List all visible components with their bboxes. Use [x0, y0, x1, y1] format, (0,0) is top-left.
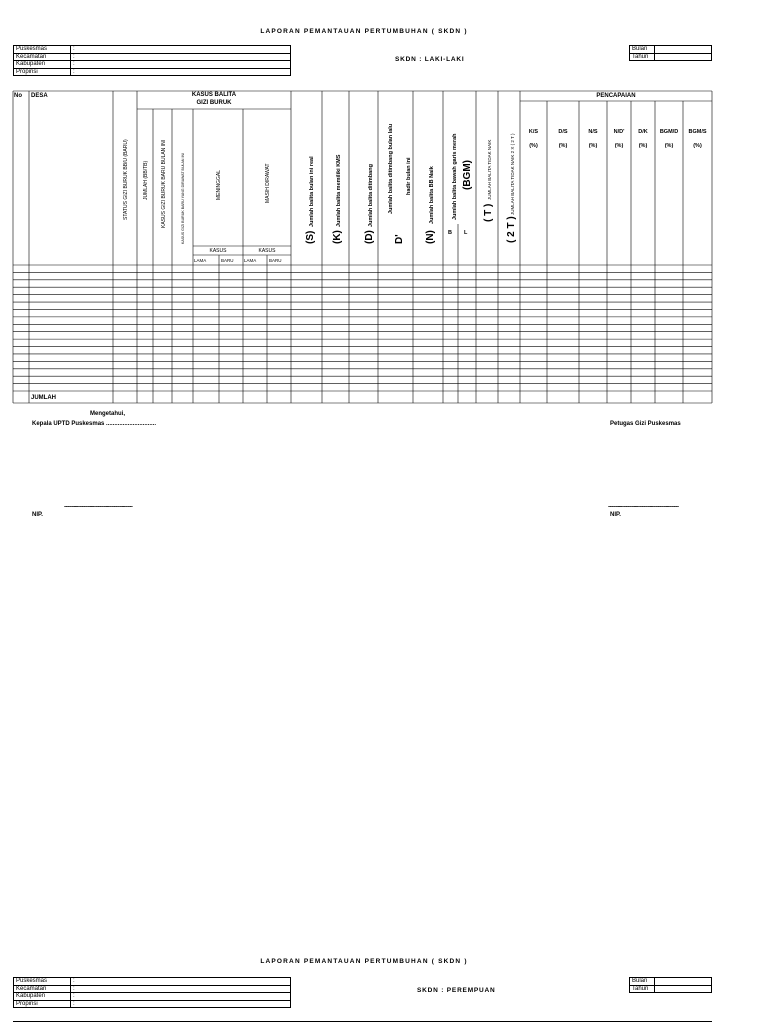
info-label: Kecamatan: [14, 53, 71, 61]
gizi-buruk-label: GIZI BURUK: [196, 100, 232, 106]
petugas-label: Petugas Gizi Puskesmas: [610, 421, 681, 427]
period-value-field[interactable]: [655, 978, 712, 986]
nip-label-left: NIP.: [32, 512, 43, 518]
d-prime-description: hadir bulan ini: [406, 157, 412, 195]
d-description: Jumlah balita ditimbang: [368, 164, 374, 227]
s-symbol: (S): [305, 230, 316, 244]
report-title-2: LAPORAN PEMANTAUAN PERTUMBUHAN ( SKDN ): [260, 958, 468, 965]
d-symbol: (D): [364, 230, 375, 244]
info-value-field[interactable]: [71, 993, 291, 1001]
pencapaian-col-label: BGM/D: [659, 129, 679, 135]
pencapaian-col-label: K/S: [528, 129, 539, 135]
s-description: Jumlah balita bulan ini real: [309, 156, 315, 227]
info-colon: :: [73, 985, 75, 992]
info-label: Kabupaten: [14, 993, 71, 1001]
baru-label: BARU: [269, 258, 282, 263]
d-prime-symbol: D': [394, 234, 405, 244]
pencapaian-col-label: N/D': [613, 129, 625, 135]
pencapaian-unit-label: (%): [558, 143, 568, 149]
pencapaian-unit-label: (%): [638, 143, 648, 149]
info-label: Puskesmas: [14, 978, 71, 986]
pencapaian-unit-label: (%): [693, 143, 702, 149]
period-label: Bulan: [630, 46, 655, 54]
kasus-balita-label: KASUS BALITA: [191, 92, 237, 98]
period-table-2: [629, 977, 712, 993]
report-subtitle: SKDN : LAKI-LAKI: [395, 56, 465, 63]
col-jumlah-bbtb-label: JUMLAH (BB/TB): [143, 160, 149, 200]
d-prime-description: Jumlah balita ditimbang bulan lalu: [388, 123, 394, 214]
signature-dots-right: ..................................................................: [608, 503, 679, 509]
signature-dots-left: ................................................................: [64, 503, 133, 509]
pencapaian-unit-label: (%): [614, 143, 624, 149]
info-colon: :: [73, 68, 75, 75]
col-no-label: No: [14, 93, 22, 99]
col-meninggal-label: MENINGGAL: [216, 169, 222, 200]
col-desa-label: DESA: [31, 93, 48, 99]
t-symbol: ( T ): [483, 203, 494, 222]
baru-label: BARU: [221, 258, 234, 263]
period-label: Tahun: [630, 53, 655, 61]
info-value-field[interactable]: [71, 978, 291, 986]
info-label: Puskesmas: [14, 46, 71, 54]
pencapaian-unit-label: (%): [664, 143, 674, 149]
kasus-label: KASUS: [209, 248, 227, 254]
pencapaian-col-label: D/K: [638, 129, 648, 135]
info-colon: :: [73, 46, 75, 52]
period-label: Bulan: [630, 978, 655, 986]
bgm-description: Jumlah balita bawah garis merah: [452, 133, 458, 220]
col-kasus-baru-label: KASUS GIZI BURUK BARU BULAN INI: [161, 139, 167, 228]
nip-label-right: NIP.: [610, 512, 621, 518]
pencapaian-unit-label: (%): [588, 143, 598, 149]
info-value-field[interactable]: [71, 1000, 291, 1008]
info-colon: :: [73, 1000, 75, 1007]
pencapaian-col-label: BGM/S: [688, 129, 707, 135]
report-title: LAPORAN PEMANTAUAN PERTUMBUHAN ( SKDN ): [260, 28, 468, 35]
t-description: JUMLAH BALITA TIDAK NAIK: [487, 139, 492, 200]
kepala-label: Kepala UPTD Puskesmas ..............................: [32, 421, 157, 427]
bgm-symbol: (BGM): [462, 160, 473, 190]
pencapaian-col-label: N/S: [588, 129, 598, 135]
bgm-l-label: L: [464, 230, 468, 236]
report-subtitle-2: SKDN : PEREMPUAN: [417, 987, 496, 994]
n-description: Jumlah balita BB Naik: [429, 166, 435, 224]
info-colon: :: [73, 61, 75, 67]
info-value-field[interactable]: [71, 985, 291, 993]
jumlah-row-label: JUMLAH: [31, 395, 56, 401]
pencapaian-col-label: D/S: [558, 129, 568, 135]
bgm-b-label: B: [448, 230, 452, 236]
lama-label: LAMA: [194, 258, 207, 263]
k-symbol: (K): [332, 230, 343, 244]
table-top-edge-2: [13, 1021, 712, 1022]
info-colon: :: [73, 993, 75, 999]
t2-description: JUMLAH BALITA TIDAK NAIK 2 X ( 2 T ): [510, 133, 515, 215]
mengetahui-label: Mengetahui,: [90, 411, 126, 417]
k-description: Jumlah balita memiliki KMS: [336, 154, 342, 227]
pencapaian-label: PENCAPAIAN: [596, 93, 636, 99]
col-kasus-dirawat-label: KASUS GIZI BURUK BARU YANG DIRAWAT BULAN INI: [181, 152, 185, 244]
n-symbol: (N): [425, 230, 436, 244]
lama-label: LAMA: [244, 258, 257, 263]
info-table-2: [13, 977, 291, 1008]
col-masih-dirawat-label: MASIH DIRAWAT: [265, 163, 271, 203]
kasus-label: KASUS: [258, 248, 276, 254]
period-value-field[interactable]: [655, 985, 712, 993]
info-colon: :: [73, 53, 75, 60]
pencapaian-unit-label: (%): [529, 143, 538, 149]
period-label: Tahun: [630, 985, 655, 993]
skdn-table: [0, 0, 768, 420]
info-label: Kabupaten: [14, 61, 71, 69]
info-colon: :: [73, 978, 75, 984]
info-label: Kecamatan: [14, 985, 71, 993]
info-label: Propinsi: [14, 1000, 71, 1008]
info-label: Propinsi: [14, 68, 71, 76]
t2-symbol: ( 2 T ): [506, 216, 517, 243]
col-status-label: STATUS GIZI BURUK BB/U (BARU): [123, 139, 129, 220]
